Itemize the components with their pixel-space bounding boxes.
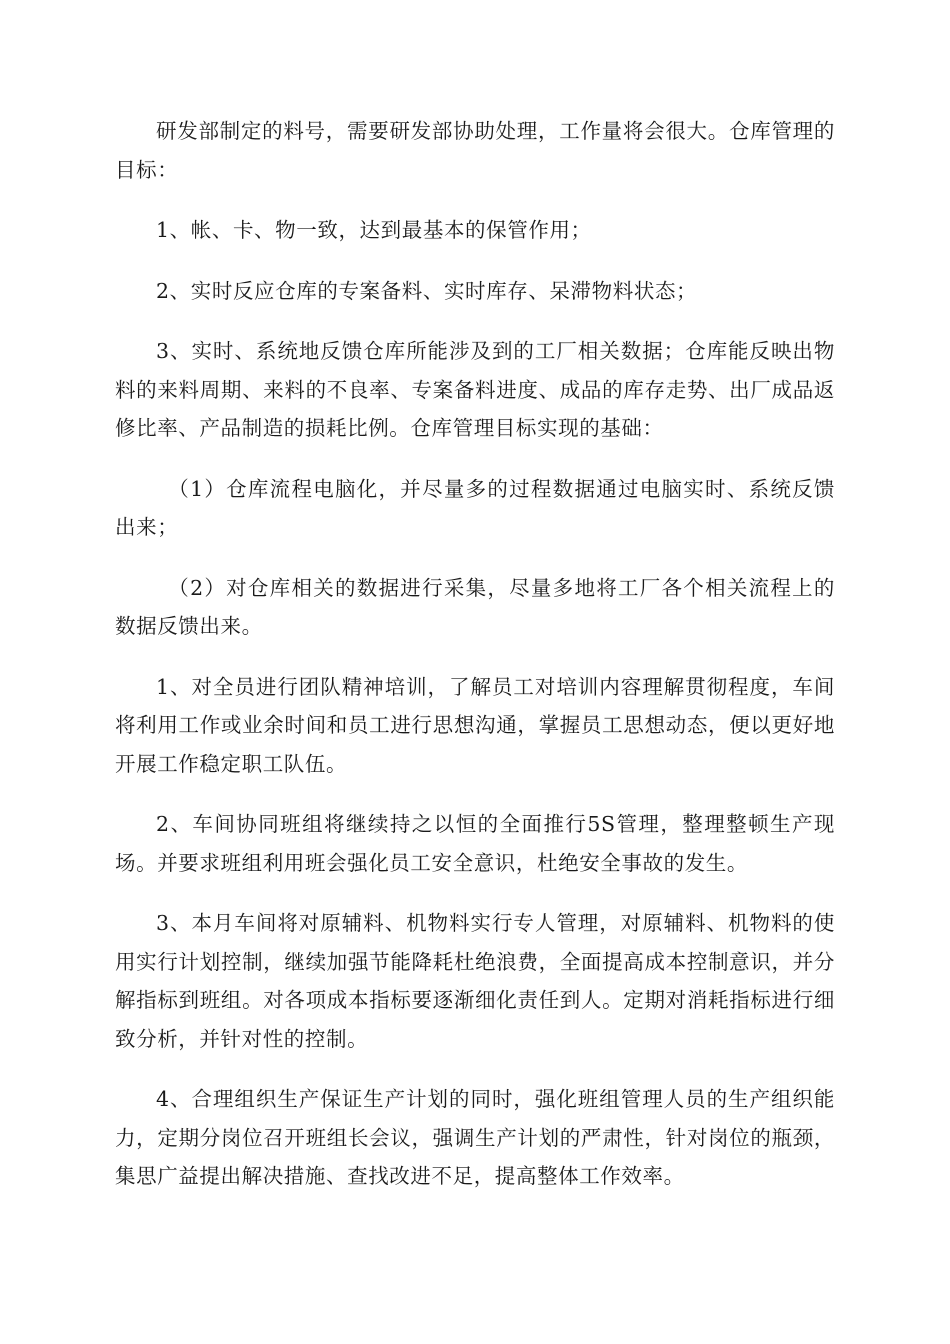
paragraph-goal-3: 3、实时、系统地反馈仓库所能涉及到的工厂相关数据；仓库能反映出物料的来料周期、来料的不良率、专案备料进度、成品的库存走势、出厂成品返修比率、产品制造的损耗比例。仓库管理目标实现的基础：: [115, 339, 835, 440]
paragraph-goal-1: 1、帐、卡、物一致，达到最基本的保管作用；: [156, 218, 592, 242]
paragraph-basis-2: （2）对仓库相关的数据进行采集，尽量多地将工厂各个相关流程上的数据反馈出来。: [115, 575, 835, 638]
paragraph-plan-2: 2、车间协同班组将继续持之以恒的全面推行5S管理，整理整顿生产现场。并要求班组利用班会强化员工安全意识，杜绝安全事故的发生。: [115, 812, 835, 875]
paragraph-goal-2: 2、实时反应仓库的专案备料、实时库存、呆滞物料状态；: [156, 278, 698, 303]
paragraph-plan-1: 1、对全员进行团队精神培训，了解员工对培训内容理解贯彻程度，车间将利用工作或业余时间和员工进行思想沟通，掌握员工思想动态，便以更好地开展工作稳定职工队伍。: [115, 674, 835, 776]
paragraph-basis-1: （1）仓库流程电脑化，并尽量多的过程数据通过电脑实时、系统反馈出来；: [115, 476, 835, 539]
paragraph-warehouse-goals-intro: 研发部制定的料号，需要研发部协助处理，工作量将会很大。仓库管理的目标：: [115, 119, 835, 182]
paragraph-plan-4: 4、合理组织生产保证生产计划的同时，强化班组管理人员的生产组织能力，定期分岗位召开班组长会议，强调生产计划的严肃性，针对岗位的瓶颈，集思广益提出解决措施、查找改进不足，提高整体工作效率。: [115, 1087, 835, 1188]
paragraph-plan-3: 3、本月车间将对原辅料、机物料实行专人管理，对原辅料、机物料的使用实行计划控制，继续加强节能降耗杜绝浪费，全面提高成本控制意识，并分解指标到班组。对各项成本指标要逐渐细化责任到人。定期对消耗指标进行细致分析，并针对性的控制。: [115, 911, 835, 1051]
document-body: [115, 112, 835, 1218]
